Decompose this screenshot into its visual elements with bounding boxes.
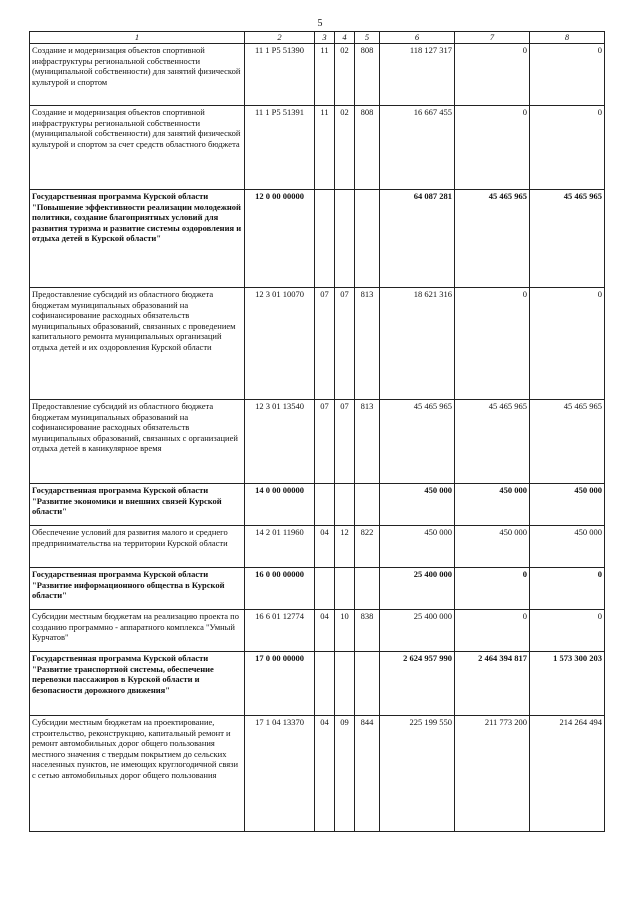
row-amount-year2: 45 465 965 <box>455 190 530 288</box>
row-amount-year3: 45 465 965 <box>530 190 605 288</box>
row-section: 07 <box>315 400 335 484</box>
column-number: 7 <box>455 32 530 44</box>
row-amount-year1: 18 621 316 <box>380 288 455 400</box>
row-name: Субсидии местным бюджетам на реализацию проекта по созданию программно - аппаратного комплекса "Умный Курчатов" <box>30 610 245 652</box>
row-amount-year2: 0 <box>455 44 530 106</box>
program-row <box>30 190 605 288</box>
column-number-row <box>30 32 605 44</box>
row-expense-type: 844 <box>355 716 380 832</box>
column-number: 8 <box>530 32 605 44</box>
row-section <box>315 652 335 716</box>
row-subsection: 02 <box>335 106 355 190</box>
row-section: 07 <box>315 288 335 400</box>
column-number: 2 <box>245 32 315 44</box>
row-code: 17 0 00 00000 <box>245 652 315 716</box>
row-name: Государственная программа Курской области "Развитие транспортной системы, обеспечение перевозки пассажиров в Курской области и безопасности дорожного движения" <box>30 652 245 716</box>
row-amount-year3: 0 <box>530 610 605 652</box>
row-name: Предоставление субсидий из областного бюджета бюджетам муниципальных образований на софинансирование расходных обязательств муниципальных образований, связанных с проведением капитального ремонта муниципальных организаций отдыха детей и их оздоровления Курской области <box>30 288 245 400</box>
row-section: 04 <box>315 610 335 652</box>
table-row <box>30 288 605 400</box>
row-code: 14 0 00 00000 <box>245 484 315 526</box>
program-row <box>30 652 605 716</box>
row-amount-year2: 0 <box>455 610 530 652</box>
row-amount-year3: 1 573 300 203 <box>530 652 605 716</box>
row-subsection <box>335 652 355 716</box>
row-name: Предоставление субсидий из областного бюджета бюджетам муниципальных образований на софинансирование расходных обязательств муниципальных образований, связанных с организацией отдыха детей в каникулярное время <box>30 400 245 484</box>
row-amount-year1: 64 087 281 <box>380 190 455 288</box>
column-number: 6 <box>380 32 455 44</box>
row-amount-year2: 0 <box>455 568 530 610</box>
column-number: 5 <box>355 32 380 44</box>
row-amount-year3: 450 000 <box>530 526 605 568</box>
table-row <box>30 610 605 652</box>
row-expense-type: 808 <box>355 106 380 190</box>
column-number: 3 <box>315 32 335 44</box>
row-name: Государственная программа Курской области "Повышение эффективности реализации молодежной политики, создание благоприятных условий для развития туризма и развитие системы оздоровления и отдыха детей в Курской области" <box>30 190 245 288</box>
row-code: 11 1 P5 51391 <box>245 106 315 190</box>
column-number: 1 <box>30 32 245 44</box>
row-amount-year2: 0 <box>455 288 530 400</box>
row-name: Государственная программа Курской области "Развитие информационного общества в Курской области" <box>30 568 245 610</box>
row-expense-type <box>355 652 380 716</box>
row-section <box>315 484 335 526</box>
program-row <box>30 568 605 610</box>
row-name: Государственная программа Курской области "Развитие экономики и внешних связей Курской области" <box>30 484 245 526</box>
row-amount-year1: 25 400 000 <box>380 610 455 652</box>
row-amount-year2: 450 000 <box>455 484 530 526</box>
row-expense-type <box>355 568 380 610</box>
row-code: 14 2 01 11960 <box>245 526 315 568</box>
table-row <box>30 400 605 484</box>
row-subsection <box>335 484 355 526</box>
row-code: 12 0 00 00000 <box>245 190 315 288</box>
row-subsection <box>335 190 355 288</box>
row-code: 11 1 P5 51390 <box>245 44 315 106</box>
row-expense-type: 822 <box>355 526 380 568</box>
row-subsection: 12 <box>335 526 355 568</box>
budget-table <box>29 31 605 832</box>
row-subsection: 10 <box>335 610 355 652</box>
row-amount-year2: 211 773 200 <box>455 716 530 832</box>
column-number: 4 <box>335 32 355 44</box>
row-expense-type: 838 <box>355 610 380 652</box>
row-subsection: 07 <box>335 288 355 400</box>
row-amount-year2: 2 464 394 817 <box>455 652 530 716</box>
row-amount-year1: 450 000 <box>380 484 455 526</box>
row-amount-year1: 225 199 550 <box>380 716 455 832</box>
row-amount-year2: 45 465 965 <box>455 400 530 484</box>
row-section: 04 <box>315 526 335 568</box>
row-amount-year1: 25 400 000 <box>380 568 455 610</box>
table-row <box>30 526 605 568</box>
row-section <box>315 190 335 288</box>
row-section <box>315 568 335 610</box>
row-subsection: 09 <box>335 716 355 832</box>
row-amount-year1: 16 667 455 <box>380 106 455 190</box>
row-section: 11 <box>315 44 335 106</box>
row-code: 12 3 01 10070 <box>245 288 315 400</box>
row-expense-type: 813 <box>355 288 380 400</box>
row-amount-year2: 0 <box>455 106 530 190</box>
row-code: 17 1 04 13370 <box>245 716 315 832</box>
table-body <box>30 32 605 832</box>
row-amount-year3: 0 <box>530 44 605 106</box>
row-code: 12 3 01 13540 <box>245 400 315 484</box>
row-name: Создание и модернизация объектов спортивной инфраструктуры региональной собственности (муниципальной собственности) для занятий физической культурой и спортом <box>30 44 245 106</box>
row-amount-year1: 2 624 957 990 <box>380 652 455 716</box>
row-subsection: 07 <box>335 400 355 484</box>
table-row <box>30 716 605 832</box>
page-number: 5 <box>317 18 323 29</box>
row-expense-type <box>355 190 380 288</box>
row-amount-year3: 214 264 494 <box>530 716 605 832</box>
row-amount-year1: 118 127 317 <box>380 44 455 106</box>
row-name: Создание и модернизация объектов спортивной инфраструктуры региональной собственности (муниципальной собственности) для занятий физической культурой и спортом за счет средств областного бюджета <box>30 106 245 190</box>
row-name: Обеспечение условий для развития малого и среднего предпринимательства на территории Курской области <box>30 526 245 568</box>
row-code: 16 0 00 00000 <box>245 568 315 610</box>
row-amount-year2: 450 000 <box>455 526 530 568</box>
row-name: Субсидии местным бюджетам на проектирование, строительство, реконструкцию, капитальный ремонт и ремонт автомобильных дорог общего пользования местного значения с твердым покрытием до сельских населенных пунктов, не имеющих круглогодичной связи с сетью автомобильных дорог общего пользования <box>30 716 245 832</box>
row-amount-year1: 45 465 965 <box>380 400 455 484</box>
row-subsection <box>335 568 355 610</box>
row-amount-year3: 0 <box>530 568 605 610</box>
row-amount-year3: 0 <box>530 106 605 190</box>
program-row <box>30 484 605 526</box>
row-amount-year3: 0 <box>530 288 605 400</box>
row-code: 16 6 01 12774 <box>245 610 315 652</box>
row-amount-year3: 450 000 <box>530 484 605 526</box>
row-section: 11 <box>315 106 335 190</box>
row-section: 04 <box>315 716 335 832</box>
row-amount-year1: 450 000 <box>380 526 455 568</box>
row-amount-year3: 45 465 965 <box>530 400 605 484</box>
row-expense-type: 808 <box>355 44 380 106</box>
table-row <box>30 106 605 190</box>
row-expense-type <box>355 484 380 526</box>
table-row <box>30 44 605 106</box>
row-expense-type: 813 <box>355 400 380 484</box>
row-subsection: 02 <box>335 44 355 106</box>
